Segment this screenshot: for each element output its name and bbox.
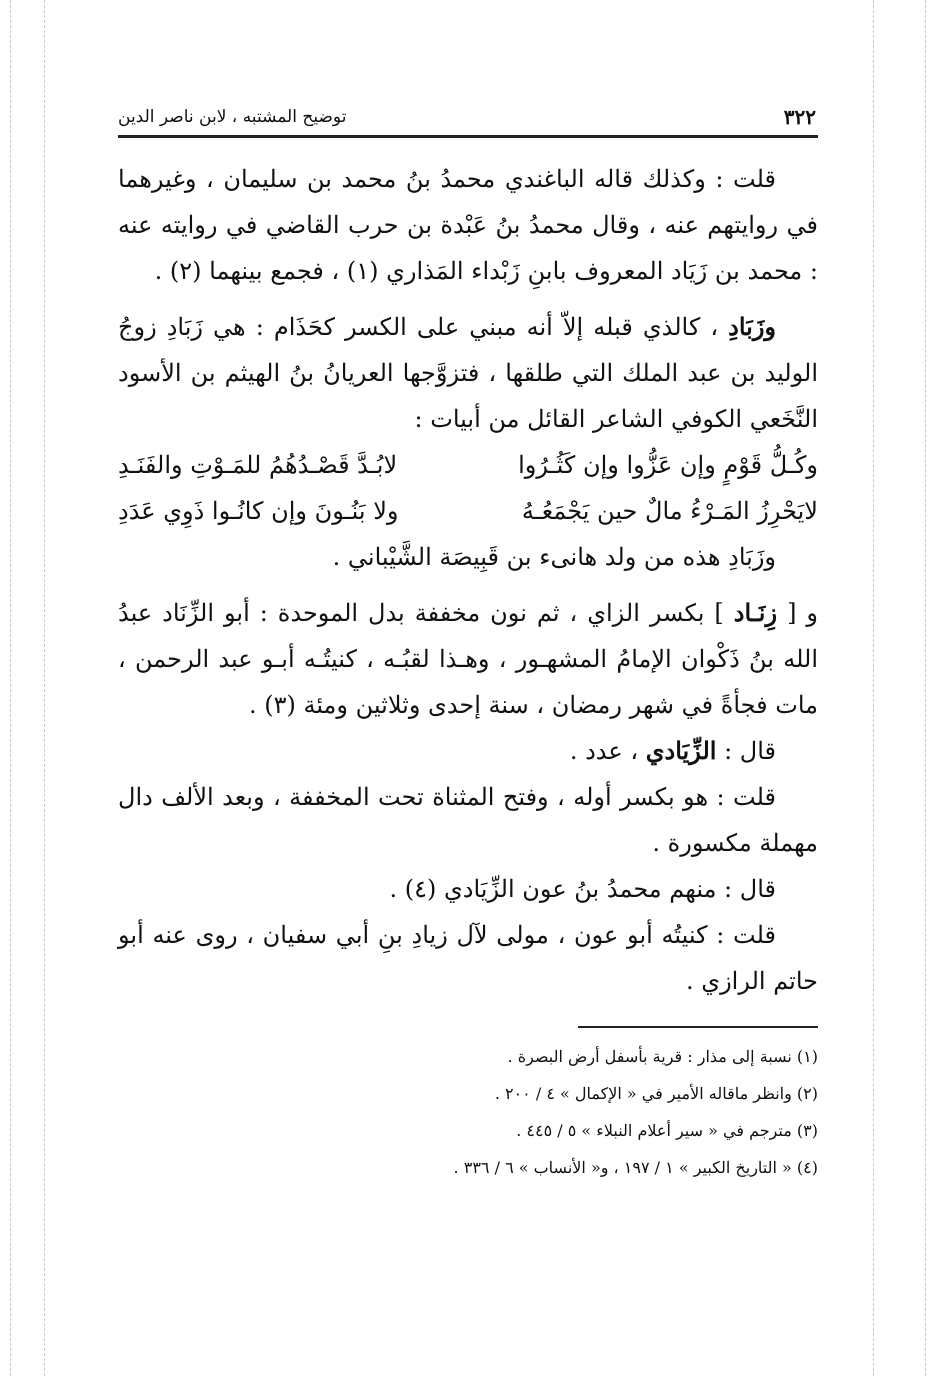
scan-guide-line	[873, 0, 874, 1376]
verse-hemistich-right: لايَحْرِزُ المَـرْءُ مالٌ حين يَجْمَعُـهُ	[521, 497, 818, 525]
paragraph	[118, 590, 818, 728]
paragraph	[118, 304, 818, 442]
footnotes	[118, 1038, 818, 1186]
paragraph: قال : منهم محمدُ بنُ عون الزِّيَادي (٤) .	[389, 875, 776, 903]
page-number: ٣٢٢	[783, 105, 816, 129]
footnote: (١) نسبة إلى مذار : قرية بأسفل أرض البصرة .	[507, 1047, 818, 1066]
paragraph: وزَبَادِ هذه من ولد هانىء بن قَبِيصَة الشَّيْباني .	[332, 543, 776, 571]
footnote: (٢) وانظر ماقاله الأمير في « الإكمال » ٤ / ٢٠٠ .	[494, 1084, 818, 1103]
verse-line	[118, 488, 818, 534]
footnote: (٣) مترجم في « سير أعلام النبلاء » ٥ / ٤٤٥ .	[516, 1121, 818, 1140]
verse-hemistich-right: وكُـلُّ قَوْمٍ وإن عَزُّوا وإن كَثُـرُوا	[518, 451, 818, 479]
running-head	[118, 95, 818, 138]
footnote-divider	[578, 1026, 818, 1028]
scan-guide-line	[10, 0, 11, 1376]
scan-guide-line	[925, 0, 926, 1376]
entry-term: الزِّيَادي	[645, 736, 717, 765]
bracket-open: و [	[787, 599, 818, 627]
paragraph-text: ، عدد .	[569, 737, 639, 765]
entry-term: زِنَـاد	[733, 598, 778, 627]
entry-term: وزَبَادِ	[728, 312, 776, 341]
paragraph-text: ، كالذي قبله إلاّ أنه مبني على الكسر كحَذَام : هي زَبَادِ زوجُ الوليد بن عبد الملك التي طلقها ، فتزوَّجها العريانُ بنُ الهيثم بن الأسود النَّخَعي الكوفي الشاعر القائل من أبيات :	[118, 313, 818, 433]
qal-lead: قال :	[724, 737, 776, 765]
verse-line	[118, 442, 818, 488]
paragraph	[118, 728, 818, 774]
paragraph: قلت : وكذلك قاله الباغندي محمدُ بنُ محمد بن سليمان ، وغيرهما في روايتهم عنه ، وقال محمدُ بنُ عَبْدة بن حرب القاضي في روايته عنه : محمد بن زَيَاد المعروف بابنِ زَبْداء المَذاري (١) ، فجمع بينهما (٢) .	[118, 165, 818, 285]
verse-hemistich-left: ولا بَنُـونَ وإن كانُـوا ذَوِي عَدَدِ	[118, 497, 399, 525]
paragraph: قلت : كنيتُه أبو عون ، مولى لآل زيادِ بنِ أبي سفيان ، روى عنه أبو حاتم الرازي .	[118, 921, 818, 995]
main-text	[118, 156, 818, 1004]
paragraph: قلت : هو بكسر أوله ، وفتح المثناة تحت المخففة ، وبعد الألف دال مهملة مكسورة .	[118, 783, 818, 857]
verse-hemistich-left: لابُـدَّ قَصْـدُهُمُ للمَـوْتِ والفَنَـدِ	[118, 451, 398, 479]
paragraph-text: ] بكسر الزاي ، ثم نون مخففة بدل الموحدة : أبو الزِّنَاد عبدُ الله بنُ ذَكْوان الإمامُ المشهـور ، وهـذا لقبُـه ، كنيتُـه أبـو عبد الرحمن ، مات فجأةً في شهر رمضان ، سنة إحدى وثلاثين ومئة (٣) .	[118, 599, 818, 719]
scan-guide-line	[44, 0, 45, 1376]
footnote: (٤) « التاريخ الكبير » ١ / ١٩٧ ، و« الأنساب » ٦ / ٣٣٦ .	[453, 1158, 818, 1177]
book-title: توضيح المشتبه ، لابن ناصر الدين	[118, 107, 347, 127]
book-page	[118, 95, 818, 1186]
